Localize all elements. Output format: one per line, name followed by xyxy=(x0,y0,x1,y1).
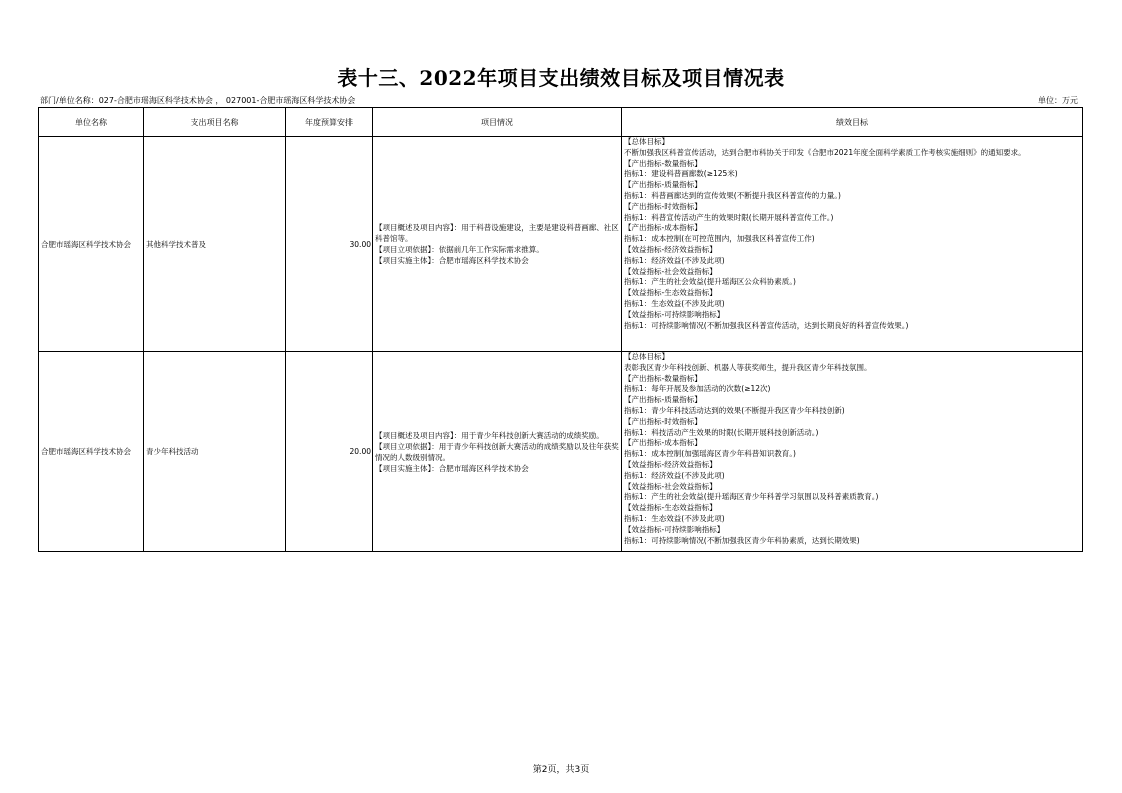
performance-line: 【效益指标-可持续影响指标】 xyxy=(624,524,725,534)
performance-line: 指标1：可持续影响情况(不断加强我区青少年科协素质，达到长期效果) xyxy=(624,535,860,545)
performance-line: 【产出指标-成本指标】 xyxy=(624,223,702,233)
performance-line: 【产出指标-数量指标】 xyxy=(624,373,702,383)
col-header-situation: 项目情况 xyxy=(373,108,622,137)
performance-line: 指标1：科普画廊达到的宣传效果(不断提升我区科普宣传的力量。) xyxy=(624,190,841,200)
cell-situation xyxy=(373,137,622,352)
performance-line: 不断加强我区科普宣传活动，达到合肥市科协关于印发《合肥市2021年度全面科学素质工作考核实施细则》的通知要求。 xyxy=(624,147,1026,157)
page-number: 第2页，共3页 xyxy=(532,765,590,775)
performance-line: 【产出指标-时效指标】 xyxy=(624,416,702,426)
performance-line: 【效益指标-社会效益指标】 xyxy=(624,481,717,491)
performance-line: 表彰我区青少年科技创新、机器人等获奖师生，提升我区青少年科技氛围。 xyxy=(624,362,872,372)
cell-project: 青少年科技活动 xyxy=(144,352,286,552)
performance-line: 【效益指标-社会效益指标】 xyxy=(624,266,717,276)
department-label: 部门/单位名称：027-合肥市瑶海区科学技术协会 ， 027001-合肥市瑶海区科学技术协会 xyxy=(40,96,356,105)
unit-label: 单位：万元 xyxy=(1038,96,1078,105)
performance-line: 指标1：科技活动产生效果的时限(长期开展科技创新活动。) xyxy=(624,427,819,437)
col-header-performance: 绩效目标 xyxy=(622,108,1083,137)
performance-line: 指标1：科普宣传活动产生的效果时限(长期开展科普宣传工作。) xyxy=(624,212,834,222)
performance-line: 【效益指标-经济效益指标】 xyxy=(624,459,717,469)
situation-line: 【项目概述及项目内容】：用于科普设施建设，主要是建设科普画廊、社区科普馆等。 xyxy=(375,223,619,243)
performance-line: 【总体目标】 xyxy=(624,137,669,146)
performance-line: 【产出指标-时效指标】 xyxy=(624,201,702,211)
situation-line: 【项目立项依据】：依据前几年工作实际需求推算。 xyxy=(375,245,544,254)
performance-line: 指标1：产生的社会效益(提升瑶海区公众科协素质。) xyxy=(624,277,796,287)
performance-line: 【效益指标-生态效益指标】 xyxy=(624,503,717,513)
performance-table xyxy=(38,107,1083,552)
col-header-budget: 年度预算安排 xyxy=(286,108,373,137)
cell-unit: 合肥市瑶海区科学技术协会 xyxy=(39,352,144,552)
table-row xyxy=(39,352,1083,552)
performance-line: 【效益指标-可持续影响指标】 xyxy=(624,309,725,319)
cell-budget: 30.00 xyxy=(286,137,373,352)
performance-line: 指标1：经济效益(不涉及此项) xyxy=(624,255,725,265)
cell-unit: 合肥市瑶海区科学技术协会 xyxy=(39,137,144,352)
performance-line: 指标1：可持续影响情况(不断加强我区科普宣传活动，达到长期良好的科普宣传效果。) xyxy=(624,320,909,330)
cell-situation xyxy=(373,352,622,552)
situation-line: 【项目立项依据】：用于青少年科技创新大赛活动的成绩奖励以及往年获奖情况的人数级别情况。 xyxy=(375,441,619,462)
situation-line: 【项目实施主体】：合肥市瑶海区科学技术协会 xyxy=(375,463,529,473)
performance-line: 【产出指标-质量指标】 xyxy=(624,180,702,190)
situation-line: 【项目概述及项目内容】：用于青少年科技创新大赛活动的成绩奖励。 xyxy=(375,430,604,440)
situation-line: 【项目实施主体】：合肥市瑶海区科学技术协会 xyxy=(375,256,529,265)
performance-line: 指标1：经济效益(不涉及此项) xyxy=(624,470,725,480)
cell-performance xyxy=(622,352,1083,552)
performance-line: 指标1：成本控制(在可控范围内，加强我区科普宣传工作) xyxy=(624,234,815,244)
page-title: 表十三、2022年项目支出绩效目标及项目情况表 xyxy=(337,66,785,90)
performance-line: 【产出指标-成本指标】 xyxy=(624,438,702,448)
performance-line: 【效益指标-生态效益指标】 xyxy=(624,288,717,298)
performance-line: 指标1：成本控制(加强瑶海区青少年科普知识教育。) xyxy=(624,449,796,459)
performance-line: 指标1：青少年科技活动达到的效果(不断提升我区青少年科技创新) xyxy=(624,405,845,415)
cell-performance xyxy=(622,137,1083,352)
performance-line: 指标1：生态效益(不涉及此项) xyxy=(624,513,725,523)
performance-line: 指标1：生态效益(不涉及此项) xyxy=(624,298,725,308)
performance-line: 【总体目标】 xyxy=(624,352,669,361)
performance-line: 【产出指标-数量指标】 xyxy=(624,158,702,168)
table-header-row xyxy=(39,108,1083,137)
cell-project: 其他科学技术普及 xyxy=(144,137,286,352)
performance-line: 【产出指标-质量指标】 xyxy=(624,395,702,405)
performance-line: 指标1：产生的社会效益(提升瑶海区青少年科普学习氛围以及科普素质教育。) xyxy=(624,492,879,502)
performance-line: 指标1：建设科普画廊数(≥125米) xyxy=(624,169,738,179)
col-header-project: 支出项目名称 xyxy=(144,108,286,137)
performance-line: 指标1：每年开展及参加活动的次数(≥12次) xyxy=(624,384,771,394)
col-header-unit: 单位名称 xyxy=(39,108,144,137)
cell-budget: 20.00 xyxy=(286,352,373,552)
performance-line: 【效益指标-经济效益指标】 xyxy=(624,244,717,254)
table-row xyxy=(39,137,1083,352)
